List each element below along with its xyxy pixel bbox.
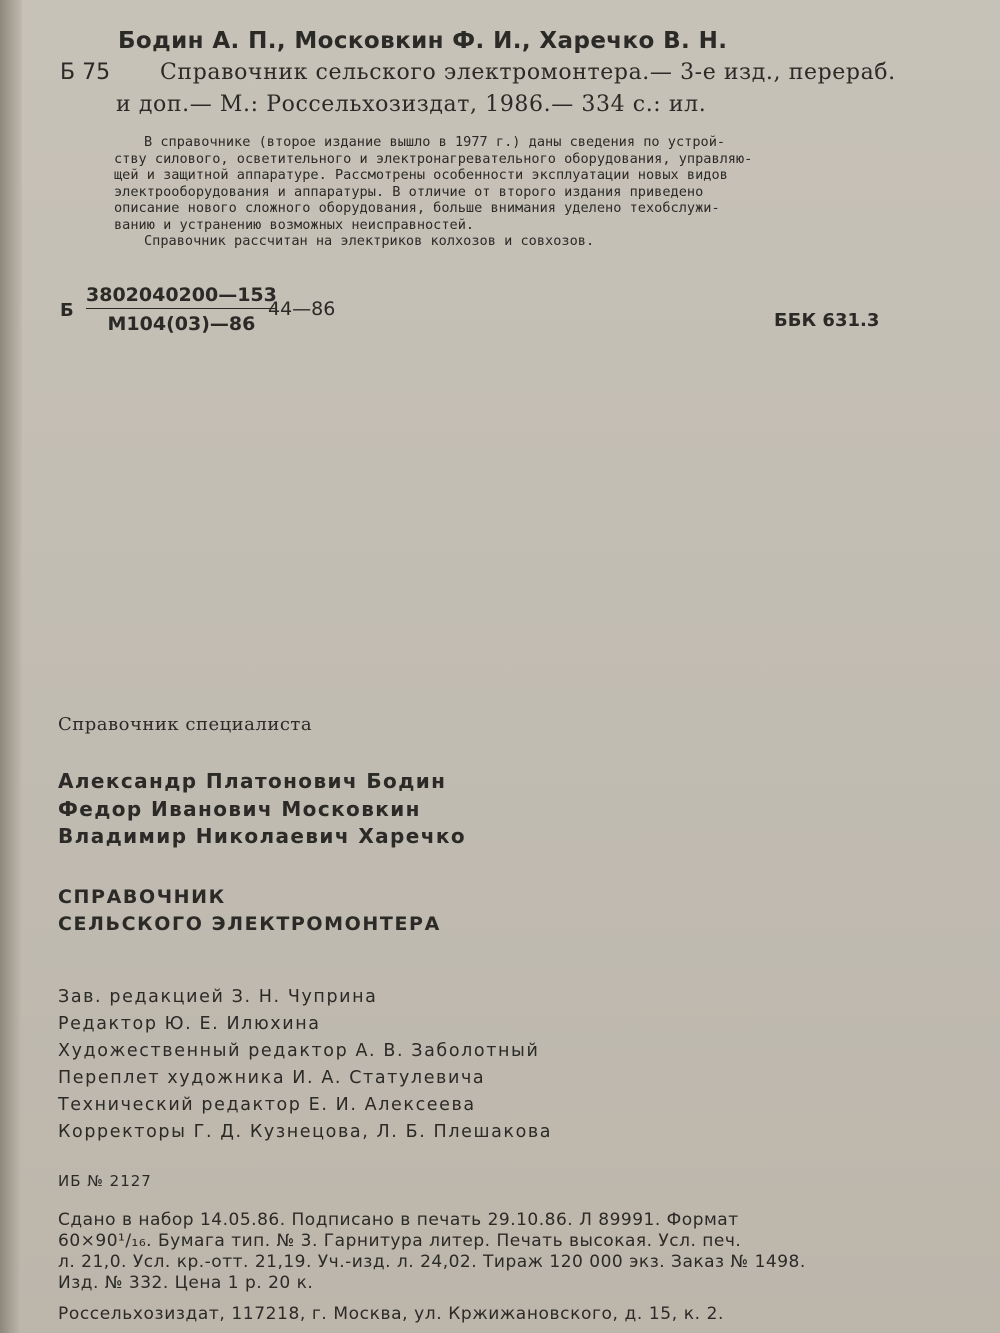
credit-line: Редактор Ю. Е. Илюхина	[58, 1014, 321, 1034]
ib-number: ИБ № 2127	[58, 1172, 152, 1190]
bibliographic-line-2: и доп.— М.: Россельхозиздат, 1986.— 334 с.: ил.	[116, 92, 707, 117]
series-name: Справочник специалиста	[58, 714, 313, 735]
catalog-code: Б 75	[60, 60, 111, 85]
imprint-line: Сдано в набор 14.05.86. Подписано в печать 29.10.86. Л 89991. Формат	[58, 1210, 739, 1230]
book-title	[58, 884, 441, 938]
imprint-line: Изд. № 332. Цена 1 р. 20 к.	[58, 1273, 314, 1293]
book-title-line: СЕЛЬСКОГО ЭЛЕКТРОМОНТЕРА	[58, 913, 441, 935]
credit-line: Технический редактор Е. И. Алексеева	[58, 1095, 476, 1115]
index-denominator: М104(03)—86	[107, 313, 256, 335]
abstract-line: В справочнике (второе издание вышло в 1977 г.) даны сведения по устрой-	[144, 134, 726, 150]
catalog-authors: Бодин А. П., Московкин Ф. И., Харечко В. Н.	[118, 28, 728, 54]
imprint-line: 60×90¹/₁₆. Бумага тип. № 3. Гарнитура литер. Печать высокая. Усл. печ.	[58, 1231, 742, 1251]
author-name: Владимир Николаевич Харечко	[58, 824, 466, 848]
book-title-line: СПРАВОЧНИК	[58, 886, 226, 908]
abstract	[114, 134, 944, 250]
imprint-line: л. 21,0. Усл. кр.-отт. 21,19. Уч.-изд. л. 24,02. Тираж 120 000 экз. Заказ № 1498.	[58, 1252, 806, 1272]
abstract-line: электрооборудования и аппаратуры. В отличие от второго издания приведено	[114, 183, 704, 200]
author-name: Александр Платонович Бодин	[58, 769, 447, 793]
abstract-line: Справочник рассчитан на электриков колхозов и совхозов.	[144, 233, 595, 249]
index-suffix: 44—86	[268, 298, 336, 320]
abstract-line: щей и защитной аппаратуре. Рассмотрены особенности эксплуатации новых видов	[114, 167, 728, 183]
abstract-line: ванию и устранению возможных неисправностей.	[114, 216, 475, 233]
full-author-names	[58, 768, 466, 851]
publisher-address: Россельхозиздат, 117218, г. Москва, ул. Кржижановского, д. 15, к. 2.	[58, 1304, 725, 1324]
credit-line: Художественный редактор А. В. Заболотный	[58, 1041, 540, 1061]
abstract-line: описание нового сложного оборудования, больше внимания уделено техобслужи-	[114, 200, 720, 216]
credit-line: Корректоры Г. Д. Кузнецова, Л. Б. Плешакова	[58, 1122, 553, 1142]
credit-line: Переплет художника И. А. Статулевича	[58, 1068, 486, 1088]
imprint-details	[58, 1210, 806, 1294]
index-numerator: 3802040200—153	[86, 284, 277, 309]
index-fraction	[86, 284, 277, 335]
credit-line: Зав. редакцией З. Н. Чуприна	[58, 987, 378, 1007]
index-letter: Б	[60, 300, 74, 321]
author-name: Федор Иванович Московкин	[58, 796, 421, 821]
bbk-code: ББК 631.3	[774, 310, 880, 331]
abstract-line: ству силового, осветительного и электронагревательного оборудования, управляю-	[114, 150, 753, 167]
bibliographic-line-1: Справочник сельского электромонтера.— 3-е изд., перераб.	[160, 60, 896, 85]
editorial-credits	[58, 984, 552, 1146]
